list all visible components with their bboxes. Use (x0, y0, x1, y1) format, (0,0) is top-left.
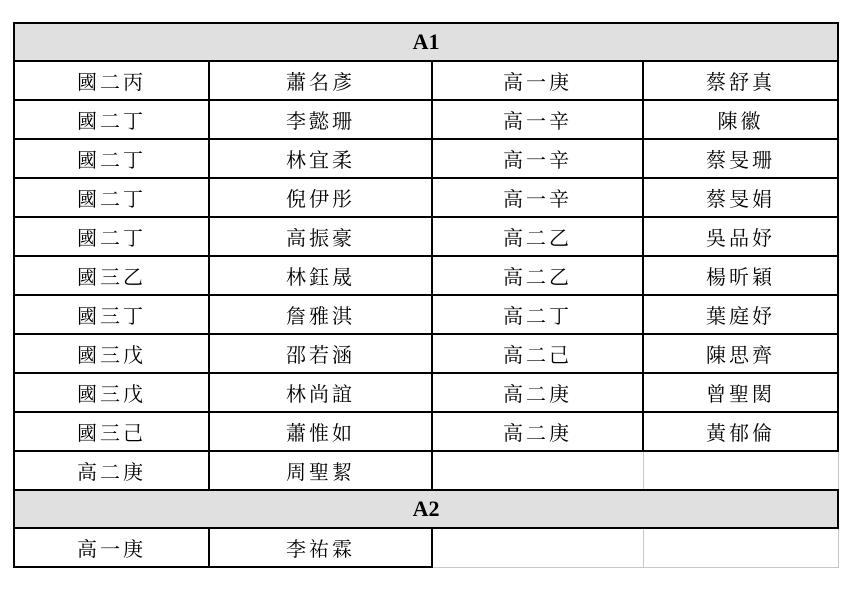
class-cell: 國二丁 (14, 139, 209, 178)
table-row (14, 139, 838, 178)
name-cell: 高振豪 (209, 217, 432, 256)
class-cell: 高二己 (432, 334, 643, 373)
name-cell: 蕭惟如 (209, 412, 432, 451)
class-cell: 高二庚 (432, 412, 643, 451)
class-cell: 國二丁 (14, 217, 209, 256)
name-cell: 葉庭妤 (643, 295, 838, 334)
name-cell: 楊昕穎 (643, 256, 838, 295)
name-cell: 林宜柔 (209, 139, 432, 178)
empty-cell (643, 451, 838, 490)
name-cell: 陳思齊 (643, 334, 838, 373)
class-cell: 高一辛 (432, 139, 643, 178)
table-row (14, 217, 838, 256)
class-cell: 國二丁 (14, 100, 209, 139)
section-header-row (14, 490, 838, 528)
class-cell: 高二乙 (432, 256, 643, 295)
section-header-row (14, 23, 838, 61)
name-cell: 蔡旻娟 (643, 178, 838, 217)
name-cell: 周聖絜 (209, 451, 432, 490)
name-cell: 李祐霖 (209, 528, 432, 567)
name-cell: 林鈺晟 (209, 256, 432, 295)
section-title: A1 (14, 23, 838, 61)
name-cell: 林尚誼 (209, 373, 432, 412)
name-cell: 蕭名彥 (209, 61, 432, 100)
class-cell: 高一辛 (432, 100, 643, 139)
name-cell: 李懿珊 (209, 100, 432, 139)
name-cell: 蔡旻珊 (643, 139, 838, 178)
class-cell: 國三戊 (14, 334, 209, 373)
class-cell: 國三丁 (14, 295, 209, 334)
empty-cell (643, 528, 838, 567)
class-cell: 國三戊 (14, 373, 209, 412)
name-cell: 倪伊彤 (209, 178, 432, 217)
table-row (14, 451, 838, 490)
class-cell: 高二乙 (432, 217, 643, 256)
table-row (14, 100, 838, 139)
table-row (14, 178, 838, 217)
name-cell: 吳品妤 (643, 217, 838, 256)
name-cell: 曾聖閎 (643, 373, 838, 412)
class-cell: 高二丁 (432, 295, 643, 334)
class-cell: 高二庚 (432, 373, 643, 412)
name-cell: 黃郁倫 (643, 412, 838, 451)
class-cell: 國二丁 (14, 178, 209, 217)
table-row (14, 61, 838, 100)
name-cell: 陳徽 (643, 100, 838, 139)
table-row (14, 412, 838, 451)
name-cell: 邵若涵 (209, 334, 432, 373)
roster-table (13, 22, 839, 568)
class-cell: 高一辛 (432, 178, 643, 217)
class-cell: 國三乙 (14, 256, 209, 295)
table-row (14, 334, 838, 373)
table-row (14, 373, 838, 412)
class-cell: 高一庚 (432, 61, 643, 100)
table-row (14, 295, 838, 334)
name-cell: 詹雅淇 (209, 295, 432, 334)
class-cell: 國三己 (14, 412, 209, 451)
empty-cell (432, 528, 643, 567)
section-title: A2 (14, 490, 838, 528)
empty-cell (432, 451, 643, 490)
class-cell: 國二丙 (14, 61, 209, 100)
class-cell: 高二庚 (14, 451, 209, 490)
class-cell: 高一庚 (14, 528, 209, 567)
table-row (14, 256, 838, 295)
name-cell: 蔡舒真 (643, 61, 838, 100)
table-row (14, 528, 838, 567)
roster-body (14, 23, 838, 567)
